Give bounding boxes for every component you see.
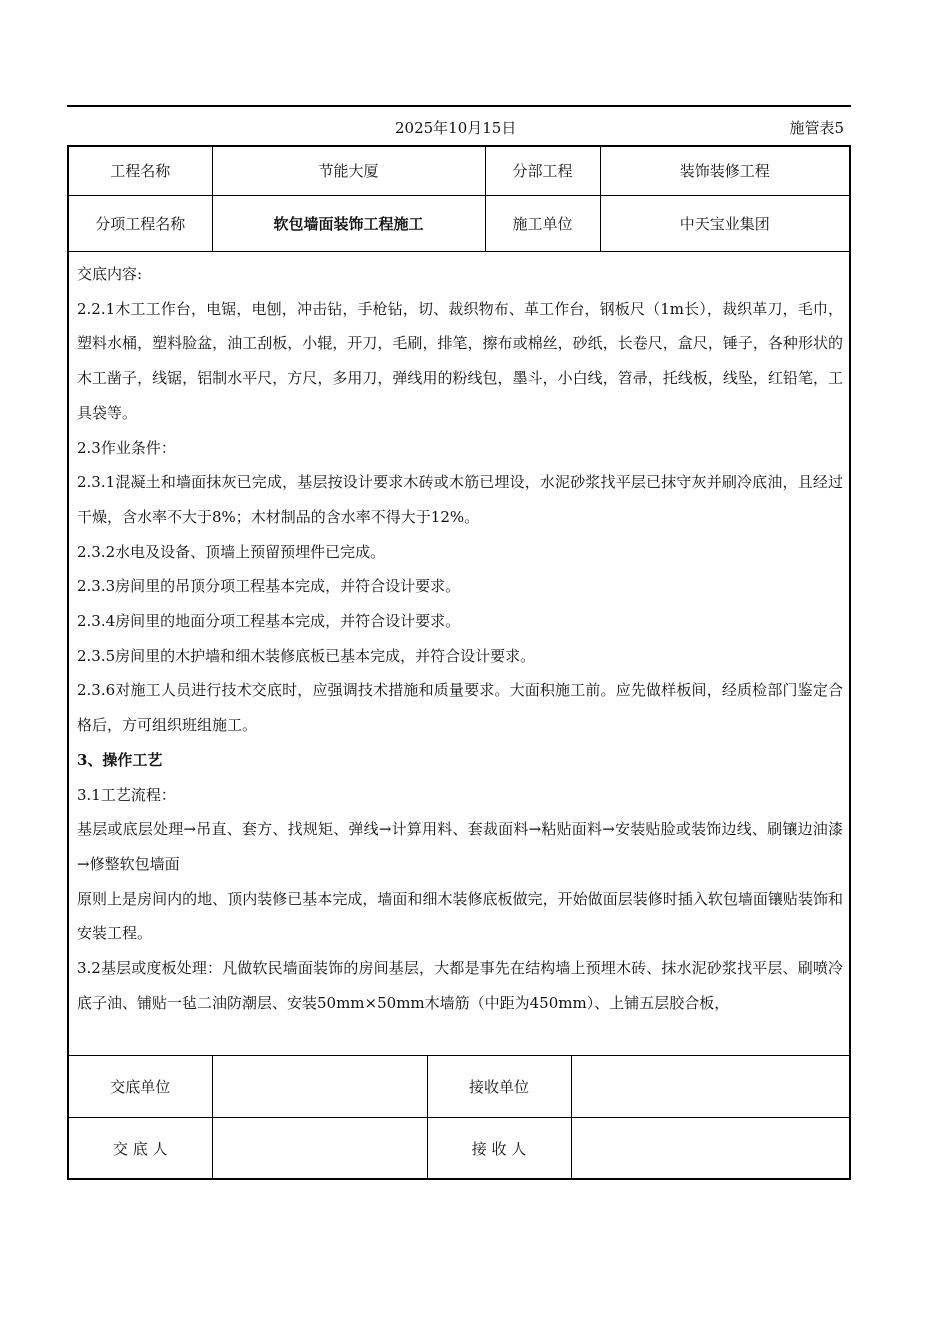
contractor-value: 中天宝业集团 <box>600 195 849 251</box>
content-paragraph: 2.2.1木工工作台，电锯，电刨，冲击钻，手枪钻，切、裁织物布、革工作台，钢板尺（1m长），裁织革刀，毛巾，塑料水桶，塑料脸盆，油工刮板，小辊，开刀，毛刷，排笔，擦布或棉丝，砂纸，长卷尺，盒尺，锤子，各种形状的木工凿子，线锯，铝制水平尺，方尺，多用刀，弹线用的粉线包，墨斗，小白线，笤帚，托线板，线坠，红铅笔，工具袋等。 <box>77 299 843 422</box>
handover-form <box>67 145 851 1180</box>
content-heading: 交底内容: <box>77 265 143 283</box>
project-name-value: 节能大厦 <box>212 147 485 195</box>
handover-unit-field[interactable] <box>212 1056 427 1118</box>
handover-content <box>77 257 843 1020</box>
receiving-unit-label: 接收单位 <box>427 1056 571 1118</box>
form-date: 2025年10月15日 <box>395 119 517 137</box>
content-paragraphs <box>77 292 843 1021</box>
handover-person-label: 交 底 人 <box>69 1118 212 1179</box>
handover-person-field[interactable] <box>212 1118 427 1179</box>
content-paragraph: 2.3.3房间里的吊顶分项工程基本完成，并符合设计要求。 <box>77 577 461 596</box>
division-value: 装饰装修工程 <box>600 147 849 195</box>
content-paragraph: 基层或底层处理→吊直、套方、找规矩、弹线→计算用料、套裁面料→粘贴面料→安装贴脸或装饰边线、刷镶边油漆→修整软包墙面 <box>77 820 843 873</box>
signature-table <box>69 1055 849 1179</box>
content-paragraph: 2.3.2水电及设备、顶墙上预留预埋件已完成。 <box>77 542 386 561</box>
content-paragraph: 3.1工艺流程： <box>77 785 176 804</box>
content-paragraph: 2.3.5房间里的木护墙和细木装修底板已基本完成，并符合设计要求。 <box>77 646 536 665</box>
project-name-label: 工程名称 <box>69 147 212 195</box>
project-info-table <box>69 147 849 252</box>
handover-unit-label: 交底单位 <box>69 1056 212 1118</box>
form-number: 施管表5 <box>789 119 844 137</box>
content-paragraph: 3.2基层或度板处理：凡做软民墙面装饰的房间基层，大都是事先在结构墙上预埋木砖、抹水泥砂浆找平层、刷喷冷底子油、铺贴一毡二油防潮层、安装50mm×50mm木墙筋（中距为450mm）、上铺五层胶合板， <box>77 959 843 1012</box>
contractor-label: 施工单位 <box>485 195 600 251</box>
content-paragraph: 2.3.4房间里的地面分项工程基本完成，并符合设计要求。 <box>77 612 461 631</box>
division-label: 分部工程 <box>485 147 600 195</box>
content-paragraph: 2.3.1混凝土和墙面抹灰已完成，基层按设计要求木砖或木筋已埋设，水泥砂浆找平层已抹守灰并刷冷底油，且经过干燥，含水率不大于8%；木材制品的含水率不得大于12%。 <box>77 473 843 526</box>
content-paragraph: 2.3作业条件： <box>77 438 176 457</box>
content-paragraph: 原则上是房间内的地、顶内装修已基本完成，墙面和细木装修底板做完，开始做面层装修时插入软包墙面镶贴装饰和安装工程。 <box>77 889 843 943</box>
content-paragraph: 2.3.6对施工人员进行技术交底时，应强调技术措施和质量要求。大面积施工前。应先做样板间，经质检部门鉴定合格后，方可组织班组施工。 <box>77 681 843 735</box>
subitem-value: 软包墙面装饰工程施工 <box>212 195 485 251</box>
top-rule <box>67 105 851 107</box>
subitem-label: 分项工程名称 <box>69 195 212 251</box>
receiving-person-field[interactable] <box>571 1118 849 1179</box>
receiving-unit-field[interactable] <box>571 1056 849 1118</box>
content-paragraph: 3、操作工艺 <box>77 750 163 769</box>
receiving-person-label: 接 收 人 <box>427 1118 571 1179</box>
